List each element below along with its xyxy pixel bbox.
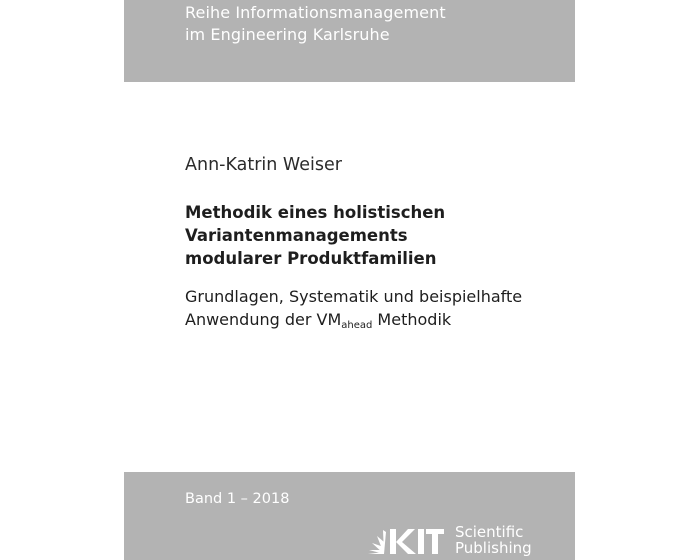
series-title-line-2: im Engineering Karlsruhe [185, 25, 390, 44]
subtitle-prefix: Anwendung der VM [185, 310, 342, 329]
book-subtitle [185, 285, 522, 331]
publisher-name [455, 524, 532, 556]
series-band [124, 0, 575, 82]
subtitle-suffix: Methodik [372, 310, 452, 329]
series-title-line-1: Reihe Informationsmanagement [185, 3, 446, 22]
kit-logo [368, 522, 568, 560]
kit-logo-icon [368, 528, 444, 554]
book-title [185, 201, 445, 270]
author-name: Ann-Katrin Weiser [185, 155, 342, 175]
book-title-line-1: Methodik eines holistischen [185, 203, 446, 222]
book-subtitle-line-1: Grundlagen, Systematik und beispielhafte [185, 287, 523, 306]
publisher-name-line-2: Publishing [455, 539, 532, 557]
kit-logo-lettering: KIT [368, 528, 370, 529]
book-cover [124, 0, 575, 560]
book-subtitle-line-2 [185, 308, 522, 331]
volume-info: Band 1 – 2018 [185, 491, 290, 507]
publisher-name-line-1: Scientific [455, 523, 524, 541]
book-title-line-2: Variantenmanagements [185, 226, 408, 245]
subtitle-subscript: ahead [341, 320, 373, 331]
book-title-line-3: modularer Produktfamilien [185, 249, 437, 268]
publisher-band [124, 472, 575, 560]
